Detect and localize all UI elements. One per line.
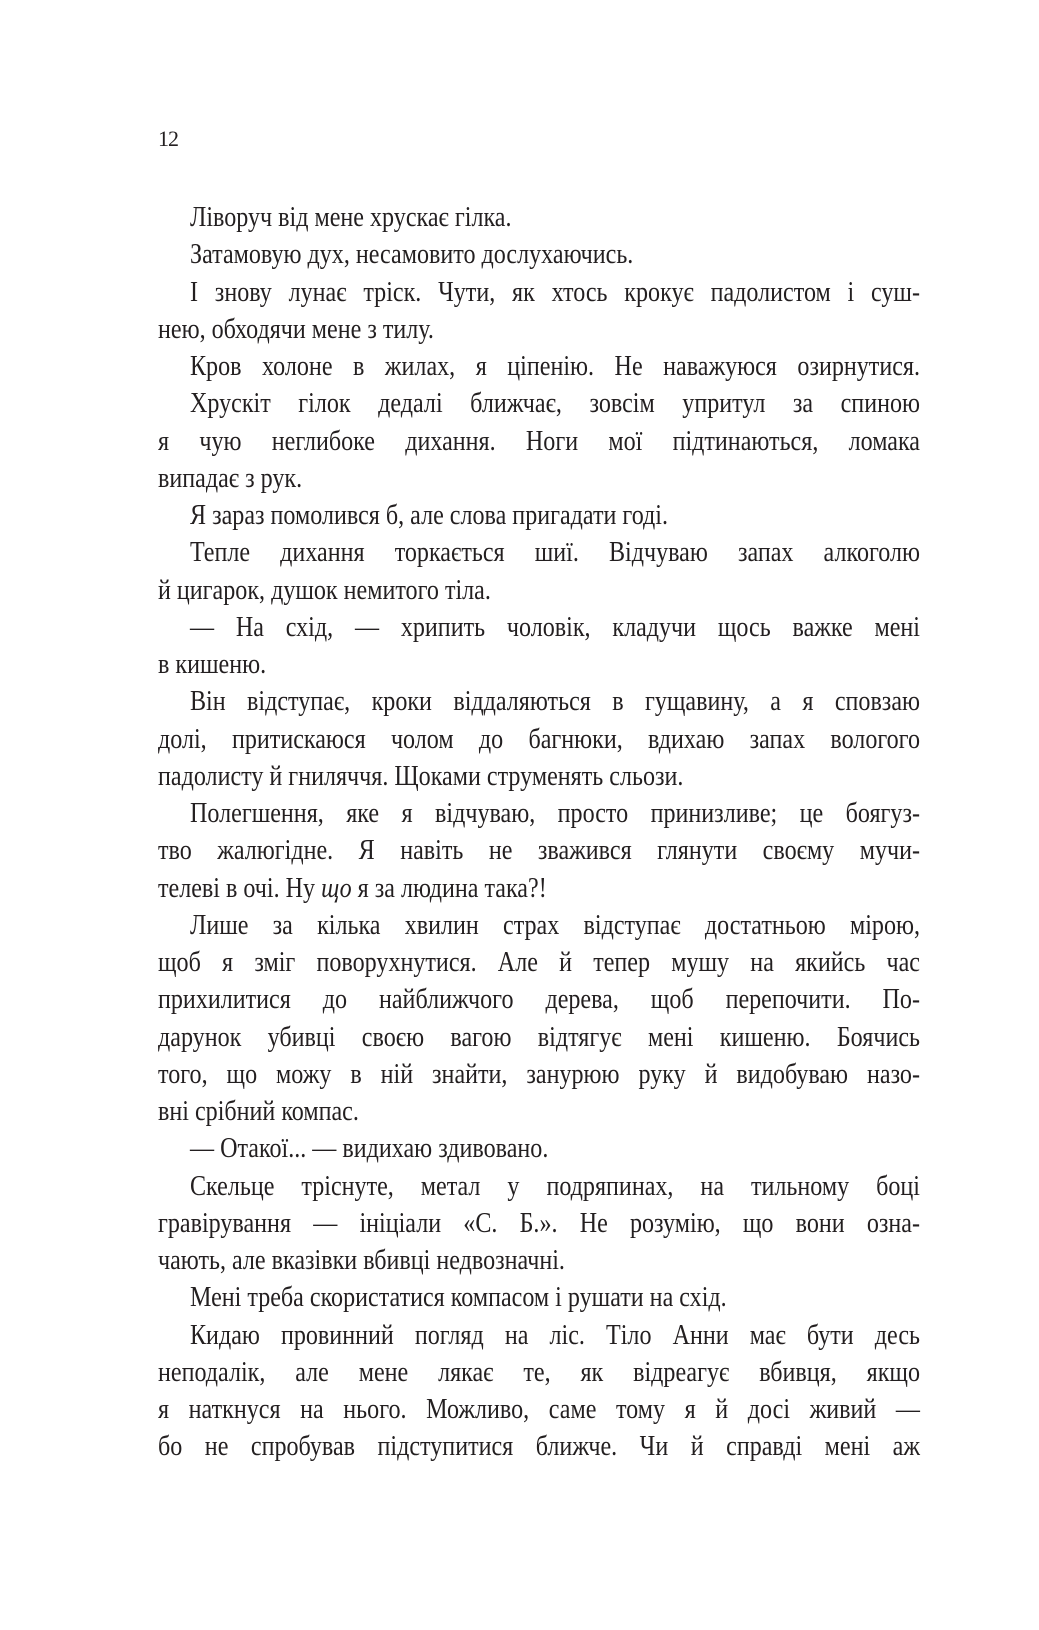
text-line-content: Хрускіт гілок дедалі ближчає, зовсім упритул за спиною	[190, 388, 921, 420]
text-line	[158, 795, 920, 832]
text-line-content: І знову лунає тріск. Чути, як хтось крокує падолистом і суш-	[190, 276, 921, 308]
text-line-content: гравірування — ініціали «С. Б.». Не розумію, що вони озна-	[158, 1207, 921, 1239]
text-line	[158, 1242, 920, 1279]
text-line	[158, 683, 920, 720]
text-line	[158, 1205, 920, 1242]
text-line-content: тво жалюгідне. Я навіть не зважився глянути своєму мучи-	[158, 835, 921, 867]
text-line	[158, 1019, 920, 1056]
body-text	[158, 199, 920, 1466]
text-line-content: випадає з рук.	[158, 462, 303, 494]
text-line	[158, 1130, 920, 1167]
text-line-content: — Отакої... — видихаю здивовано.	[190, 1133, 549, 1165]
text-line-content: Полегшення, яке я відчуваю, просто принизливе; це боягуз-	[190, 798, 921, 829]
text-line	[158, 311, 920, 348]
text-line-content: Затамовую дух, несамовито дослухаючись.	[190, 239, 634, 271]
text-line-content: дарунок убивці своєю вагою відтягує мені кишеню. Боячись	[158, 1021, 921, 1053]
text-line	[158, 348, 920, 385]
text-line	[158, 1354, 920, 1391]
text-line	[158, 907, 920, 944]
text-line-content: прихилитися до найближчого дерева, щоб перепочити. По-	[158, 984, 921, 1016]
text-line	[158, 534, 920, 571]
text-line-content: чають, але вказівки вбивці недвозначні.	[158, 1245, 565, 1276]
text-line	[158, 1391, 920, 1428]
text-line	[158, 609, 920, 646]
text-line	[158, 944, 920, 981]
text-line-content: Лише за кілька хвилин страх відступає достатньою мірою,	[190, 909, 921, 941]
text-line-content: й цигарок, душок немитого тіла.	[158, 574, 491, 606]
text-line-content	[158, 870, 547, 907]
text-line	[158, 423, 920, 460]
text-run: я за людина така?!	[351, 872, 547, 904]
text-line	[158, 1279, 920, 1316]
text-line-content: Ліворуч від мене хрускає гілка.	[190, 202, 512, 233]
text-line	[158, 721, 920, 758]
text-line-content: Скельце тріснуте, метал у подряпинах, на тильному боці	[190, 1170, 920, 1202]
text-line	[158, 572, 920, 609]
text-line-content: неподалік, але мене лякає те, як відреагує вбивця, якщо	[158, 1356, 921, 1388]
text-line	[158, 199, 920, 236]
text-line	[158, 646, 920, 683]
text-line	[158, 385, 920, 422]
text-run: телеві в очі. Ну	[158, 872, 322, 904]
text-line	[158, 981, 920, 1018]
page-number: 12	[158, 126, 178, 151]
text-line	[158, 758, 920, 795]
text-line-content: Він відступає, кроки віддаляються в гущавину, а я сповзаю	[190, 686, 921, 718]
text-line-content: нею, обходячи мене з тилу.	[158, 313, 434, 345]
text-line-content: я чую неглибоке дихання. Ноги мої підтинаються, ломака	[158, 425, 921, 457]
text-line	[158, 460, 920, 497]
text-line-content: щоб я зміг поворухнутися. Але й тепер мушу на якийсь час	[158, 947, 921, 978]
text-line-content: Кидаю провинний погляд на ліс. Тіло Анни має бути десь	[190, 1319, 921, 1351]
text-line-content: долі, притискаюся чолом до багнюки, вдихаю запах вологого	[158, 723, 921, 755]
text-line-content: — На схід, — хрипить чоловік, кладучи щось важке мені	[190, 611, 921, 643]
text-line-content: Я зараз помолився б, але слова пригадати годі.	[190, 500, 669, 531]
text-line-content: Кров холоне в жилах, я ціпенію. Не наважуюся озирнутися.	[190, 351, 921, 382]
text-line	[158, 236, 920, 273]
text-line	[158, 1168, 920, 1205]
emphasized-word: що	[321, 872, 352, 904]
text-line	[158, 1428, 920, 1465]
text-line-content: я наткнуся на нього. Можливо, саме тому я й досі живий —	[158, 1394, 921, 1425]
text-line	[158, 870, 920, 907]
text-line-content: вні срібний компас.	[158, 1096, 359, 1127]
text-line-content: того, що можу в ній знайти, занурюю руку й видобуваю назо-	[158, 1058, 921, 1090]
text-line	[158, 1056, 920, 1093]
text-line	[158, 497, 920, 534]
text-line-content: Мені треба скористатися компасом і рушати на схід.	[190, 1282, 727, 1314]
text-line	[158, 1093, 920, 1130]
text-line-content: Тепле дихання торкається шиї. Відчуваю запах алкоголю	[190, 537, 921, 569]
text-line	[158, 1317, 920, 1354]
text-line-content: падолисту й гниляччя. Щоками струменять сльози.	[158, 760, 684, 792]
text-line	[158, 832, 920, 869]
text-line-content: бо не спробував підступитися ближче. Чи й справді мені аж	[158, 1431, 921, 1463]
text-line-content: в кишеню.	[158, 649, 267, 680]
text-line	[158, 274, 920, 311]
